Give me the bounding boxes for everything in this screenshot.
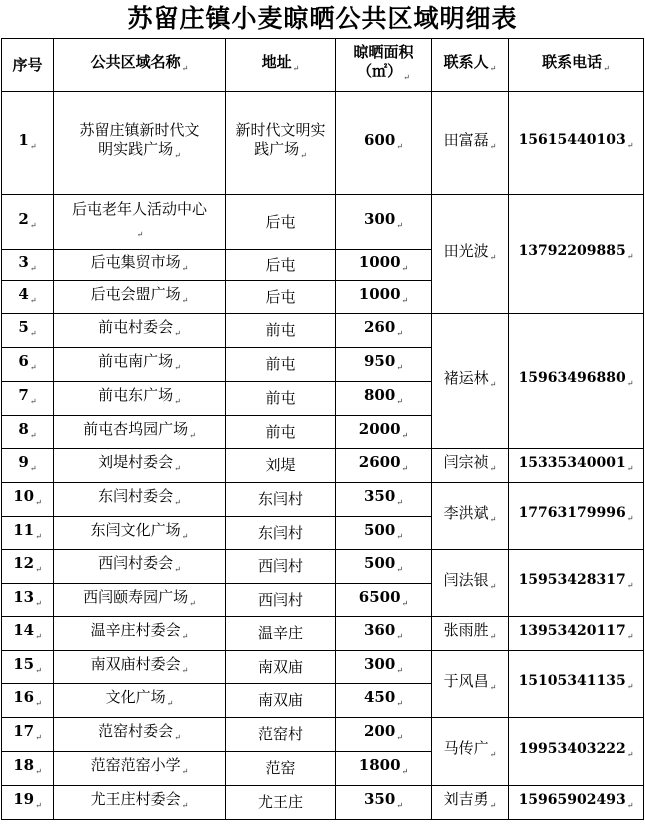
cell-address: 后屯	[226, 250, 336, 281]
cell-phone: 13792209885↵	[509, 195, 644, 314]
table-row	[2, 550, 644, 584]
cell-no: 12↵	[2, 550, 54, 584]
cell-area: 1000↵	[336, 281, 432, 314]
cell-no: 8↵	[2, 416, 54, 449]
cell-no: 14↵	[2, 617, 54, 651]
cell-phone: 19953403222↵	[509, 718, 644, 786]
cell-contact: 田光波↵	[432, 195, 509, 314]
cell-address: 新时代文明实践广场↵	[226, 92, 336, 195]
cell-name: 后屯集贸市场↵	[54, 250, 226, 281]
cell-no: 7↵	[2, 382, 54, 416]
cell-area: 6500↵	[336, 584, 432, 617]
table-row	[2, 786, 644, 820]
cell-area: 1000↵	[336, 250, 432, 281]
cell-name: 南双庙村委会↵	[54, 651, 226, 684]
cell-area: 500↵	[336, 517, 432, 550]
cell-address: 范窑	[226, 752, 336, 786]
cell-no: 11↵	[2, 517, 54, 550]
cell-address: 刘堤	[226, 449, 336, 483]
cell-contact: 闫宗祯↵	[432, 449, 509, 483]
table-row	[2, 92, 644, 195]
cell-address: 西闫村	[226, 584, 336, 617]
cell-contact: 田富磊↵	[432, 92, 509, 195]
cell-no: 5↵	[2, 314, 54, 348]
cell-no: 18↵	[2, 752, 54, 786]
cell-area: 360↵	[336, 617, 432, 651]
cell-no: 10↵	[2, 483, 54, 517]
cell-address: 后屯	[226, 195, 336, 250]
cell-no: 6↵	[2, 348, 54, 382]
header-contact: 联系人↵	[432, 39, 509, 92]
cell-no: 2↵	[2, 195, 54, 250]
cell-address: 东闫村	[226, 483, 336, 517]
cell-area: 950↵	[336, 348, 432, 382]
cell-address: 前屯	[226, 382, 336, 416]
table-row	[2, 718, 644, 752]
public-area-table	[1, 38, 644, 820]
cell-contact: 刘吉勇↵	[432, 786, 509, 820]
header-area: 晾晒面积 （㎡）↵	[336, 39, 432, 92]
cell-phone: 15615440103↵	[509, 92, 644, 195]
cell-name: 东闫村委会↵	[54, 483, 226, 517]
cell-address: 温辛庄	[226, 617, 336, 651]
cell-name: 温辛庄村委会↵	[54, 617, 226, 651]
table-row	[2, 617, 644, 651]
cell-address: 西闫村	[226, 550, 336, 584]
table-row	[2, 651, 644, 684]
table-row	[2, 195, 644, 250]
table-row	[2, 314, 644, 348]
cell-area: 300↵	[336, 651, 432, 684]
cell-name: 前屯村委会↵	[54, 314, 226, 348]
page-title: 苏留庄镇小麦晾晒公共区域明细表	[127, 4, 518, 33]
cell-contact: 张雨胜↵	[432, 617, 509, 651]
cell-address: 前屯	[226, 348, 336, 382]
cell-no: 19↵	[2, 786, 54, 820]
header-name: 公共区域名称↵	[54, 39, 226, 92]
cell-name: 东闫文化广场↵	[54, 517, 226, 550]
cell-phone: 17763179996↵	[509, 483, 644, 550]
cell-contact: 于风昌↵	[432, 651, 509, 718]
cell-area: 600↵	[336, 92, 432, 195]
cell-no: 16↵	[2, 684, 54, 718]
cell-name: 前屯南广场↵	[54, 348, 226, 382]
cell-name: 范窑村委会↵	[54, 718, 226, 752]
cell-no: 1↵	[2, 92, 54, 195]
cell-name: 范窑范窑小学↵	[54, 752, 226, 786]
cell-phone: 15965902493↵	[509, 786, 644, 820]
cell-no: 13↵	[2, 584, 54, 617]
header-row	[2, 39, 644, 92]
cell-name: 后屯老年人活动中心↵	[54, 195, 226, 250]
cell-contact: 褚运林↵	[432, 314, 509, 449]
cell-no: 9↵	[2, 449, 54, 483]
cell-phone: 13953420117↵	[509, 617, 644, 651]
cell-area: 2000↵	[336, 416, 432, 449]
cell-area: 800↵	[336, 382, 432, 416]
cell-area: 200↵	[336, 718, 432, 752]
cell-no: 15↵	[2, 651, 54, 684]
cell-name: 西闫颐寿园广场↵	[54, 584, 226, 617]
table-row	[2, 483, 644, 517]
cell-address: 前屯	[226, 416, 336, 449]
cell-name: 西闫村委会↵	[54, 550, 226, 584]
cell-area: 350↵	[336, 483, 432, 517]
cell-address: 尤王庄	[226, 786, 336, 820]
cell-phone: 15105341135↵	[509, 651, 644, 718]
cell-no: 3↵	[2, 250, 54, 281]
cell-name: 后屯会盟广场↵	[54, 281, 226, 314]
cell-area: 300↵	[336, 195, 432, 250]
cell-area: 500↵	[336, 550, 432, 584]
cell-address: 南双庙	[226, 651, 336, 684]
cell-no: 4↵	[2, 281, 54, 314]
cell-address: 东闫村	[226, 517, 336, 550]
cell-area: 350↵	[336, 786, 432, 820]
cell-name: 前屯东广场↵	[54, 382, 226, 416]
cell-contact: 李洪斌↵	[432, 483, 509, 550]
cell-name: 前屯杏坞园广场↵	[54, 416, 226, 449]
cell-name: 刘堤村委会↵	[54, 449, 226, 483]
header-phone: 联系电话↵	[509, 39, 644, 92]
cell-name: 苏留庄镇新时代文明实践广场↵	[54, 92, 226, 195]
cell-contact: 马传广↵	[432, 718, 509, 786]
cell-phone: 15953428317↵	[509, 550, 644, 617]
cell-address: 范窑村	[226, 718, 336, 752]
cell-phone: 15335340001↵	[509, 449, 644, 483]
cell-address: 后屯	[226, 281, 336, 314]
header-no: 序号	[2, 39, 54, 92]
table-row	[2, 449, 644, 483]
cell-address: 南双庙	[226, 684, 336, 718]
cell-area: 2600↵	[336, 449, 432, 483]
cell-area: 450↵	[336, 684, 432, 718]
header-address: 地址↵	[226, 39, 336, 92]
cell-name: 尤王庄村委会↵	[54, 786, 226, 820]
cell-address: 前屯	[226, 314, 336, 348]
cell-name: 文化广场↵	[54, 684, 226, 718]
cell-no: 17↵	[2, 718, 54, 752]
cell-area: 1800↵	[336, 752, 432, 786]
cell-contact: 闫法银↵	[432, 550, 509, 617]
cell-area: 260↵	[336, 314, 432, 348]
cell-phone: 15963496880↵	[509, 314, 644, 449]
